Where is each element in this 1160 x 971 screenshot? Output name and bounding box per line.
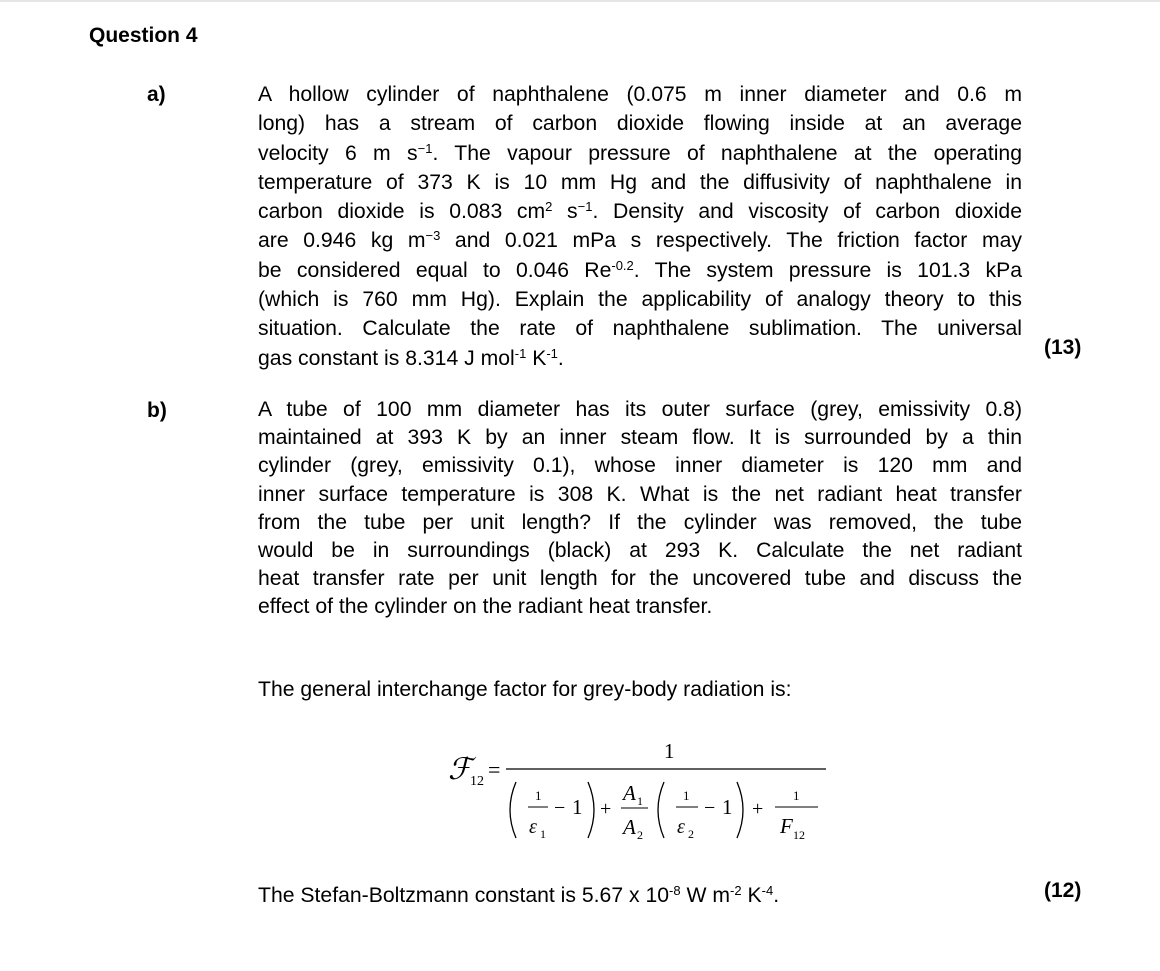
part-a-line-6: are 0.946 kg $m^{-3}$ and 0.021 mPa s respectively. The friction factor may (258, 228, 1022, 253)
part-a-line-7: be considered equal to 0.046 $Re^{-0.2}$. The system pressure is 101.3 kPa (258, 257, 1022, 282)
formula-minus-2: − (704, 797, 716, 819)
formula-a2-symbol: A (623, 815, 636, 839)
formula-inv-eps1-numerator: 1 (535, 788, 542, 803)
part-a-line-1: A hollow cylinder of naphthalene (0.075 m inner diameter and 0.6 m (258, 83, 1022, 106)
formula-lhs-subscript: 12 (470, 774, 484, 789)
part-a-line-3: velocity 6 m $s^{-1}$. The vapour pressure of naphthalene at the operating (258, 140, 1022, 165)
part-b-marks: (12) (1044, 879, 1082, 902)
interchange-factor-text: The general interchange factor for grey-body radiation is: (258, 678, 792, 701)
part-b-line-7: heat transfer rate per unit length for the uncovered tube and discuss the (258, 567, 1022, 591)
question-heading: Question 4 (89, 24, 198, 47)
formula-right-paren-2 (737, 782, 743, 838)
part-a-paragraph (258, 80, 1022, 373)
interchange-factor-formula (440, 734, 840, 864)
formula-a1-subscript: 1 (637, 794, 643, 808)
part-b-label: b) (147, 399, 167, 422)
formula-a1-symbol: A (623, 781, 636, 805)
part-b-line-6: would be in surroundings (black) at 293 K. Calculate the net radiant (258, 539, 1022, 563)
part-b-line-5: from the tube per unit length? If the cylinder was removed, the tube (258, 510, 1022, 534)
formula-inv-eps2-numerator: 1 (683, 788, 690, 803)
part-a-line-4: temperature of 373 K is 10 mm Hg and the diffusivity of naphthalene in (258, 170, 1022, 194)
formula-f12-subscript: 12 (793, 828, 805, 842)
part-a-line-2: long) has a stream of carbon dioxide flowing inside at an average (258, 112, 1022, 136)
formula-eps1-symbol: ε (529, 816, 537, 838)
formula-eps2-symbol: ε (677, 816, 685, 838)
part-a-label: a) (147, 83, 166, 106)
part-b-line-8: effect of the cylinder on the radiant heat transfer. (258, 595, 713, 619)
formula-a2-subscript: 2 (637, 828, 643, 842)
part-b-line-3: cylinder (grey, emissivity 0.1), whose inner diameter is 120 mm and (258, 454, 1022, 478)
formula-eps2-subscript: 2 (688, 827, 694, 841)
formula-numerator: 1 (664, 739, 675, 763)
part-a-marks: (13) (1044, 336, 1082, 359)
formula-inv-f12-numerator: 1 (793, 788, 800, 803)
stefan-boltzmann-text: The Stefan-Boltzmann constant is 5.67 x $10^{-8}$ W $m^{-2}$ $K^{-4}$. (258, 882, 780, 907)
part-b-line-1: A tube of 100 mm diameter has its outer surface (grey, emissivity 0.8) (258, 398, 1022, 421)
formula-plus-1: + (600, 798, 612, 820)
part-b-line-4: inner surface temperature is 308 K. What is the net radiant heat transfer (258, 482, 1022, 506)
formula-eps1-subscript: 1 (540, 827, 546, 841)
formula-plus-2: + (752, 798, 764, 820)
formula-one-2: 1 (722, 795, 733, 819)
formula-lhs-symbol: ℱ (448, 753, 472, 786)
formula-left-paren-2 (658, 782, 664, 838)
formula-right-paren-1 (588, 782, 594, 838)
part-a-line-5: carbon dioxide is 0.083 $cm^2$ $s^{-1}$. Density and viscosity of carbon dioxide (258, 199, 1023, 224)
part-b-paragraph (258, 396, 1022, 622)
part-a-line-9: situation. Calculate the rate of naphthalene sublimation. The universal (258, 317, 1022, 341)
formula-one-1: 1 (572, 795, 583, 819)
part-a-line-10: gas constant is 8.314 J mol$^{-1}$ $K^{-1}$. (258, 345, 564, 370)
part-a-line-8: (which is 760 mm Hg). Explain the applicability of analogy theory to this (258, 288, 1022, 312)
formula-minus-1: − (554, 797, 566, 819)
part-b-line-2: maintained at 393 K by an inner steam flow. It is surrounded by a thin (258, 426, 1022, 450)
formula-f12-symbol: F (780, 814, 793, 838)
formula-equals: = (488, 757, 501, 782)
formula-left-paren-1 (510, 782, 516, 838)
page-top-rule (0, 0, 1160, 2)
